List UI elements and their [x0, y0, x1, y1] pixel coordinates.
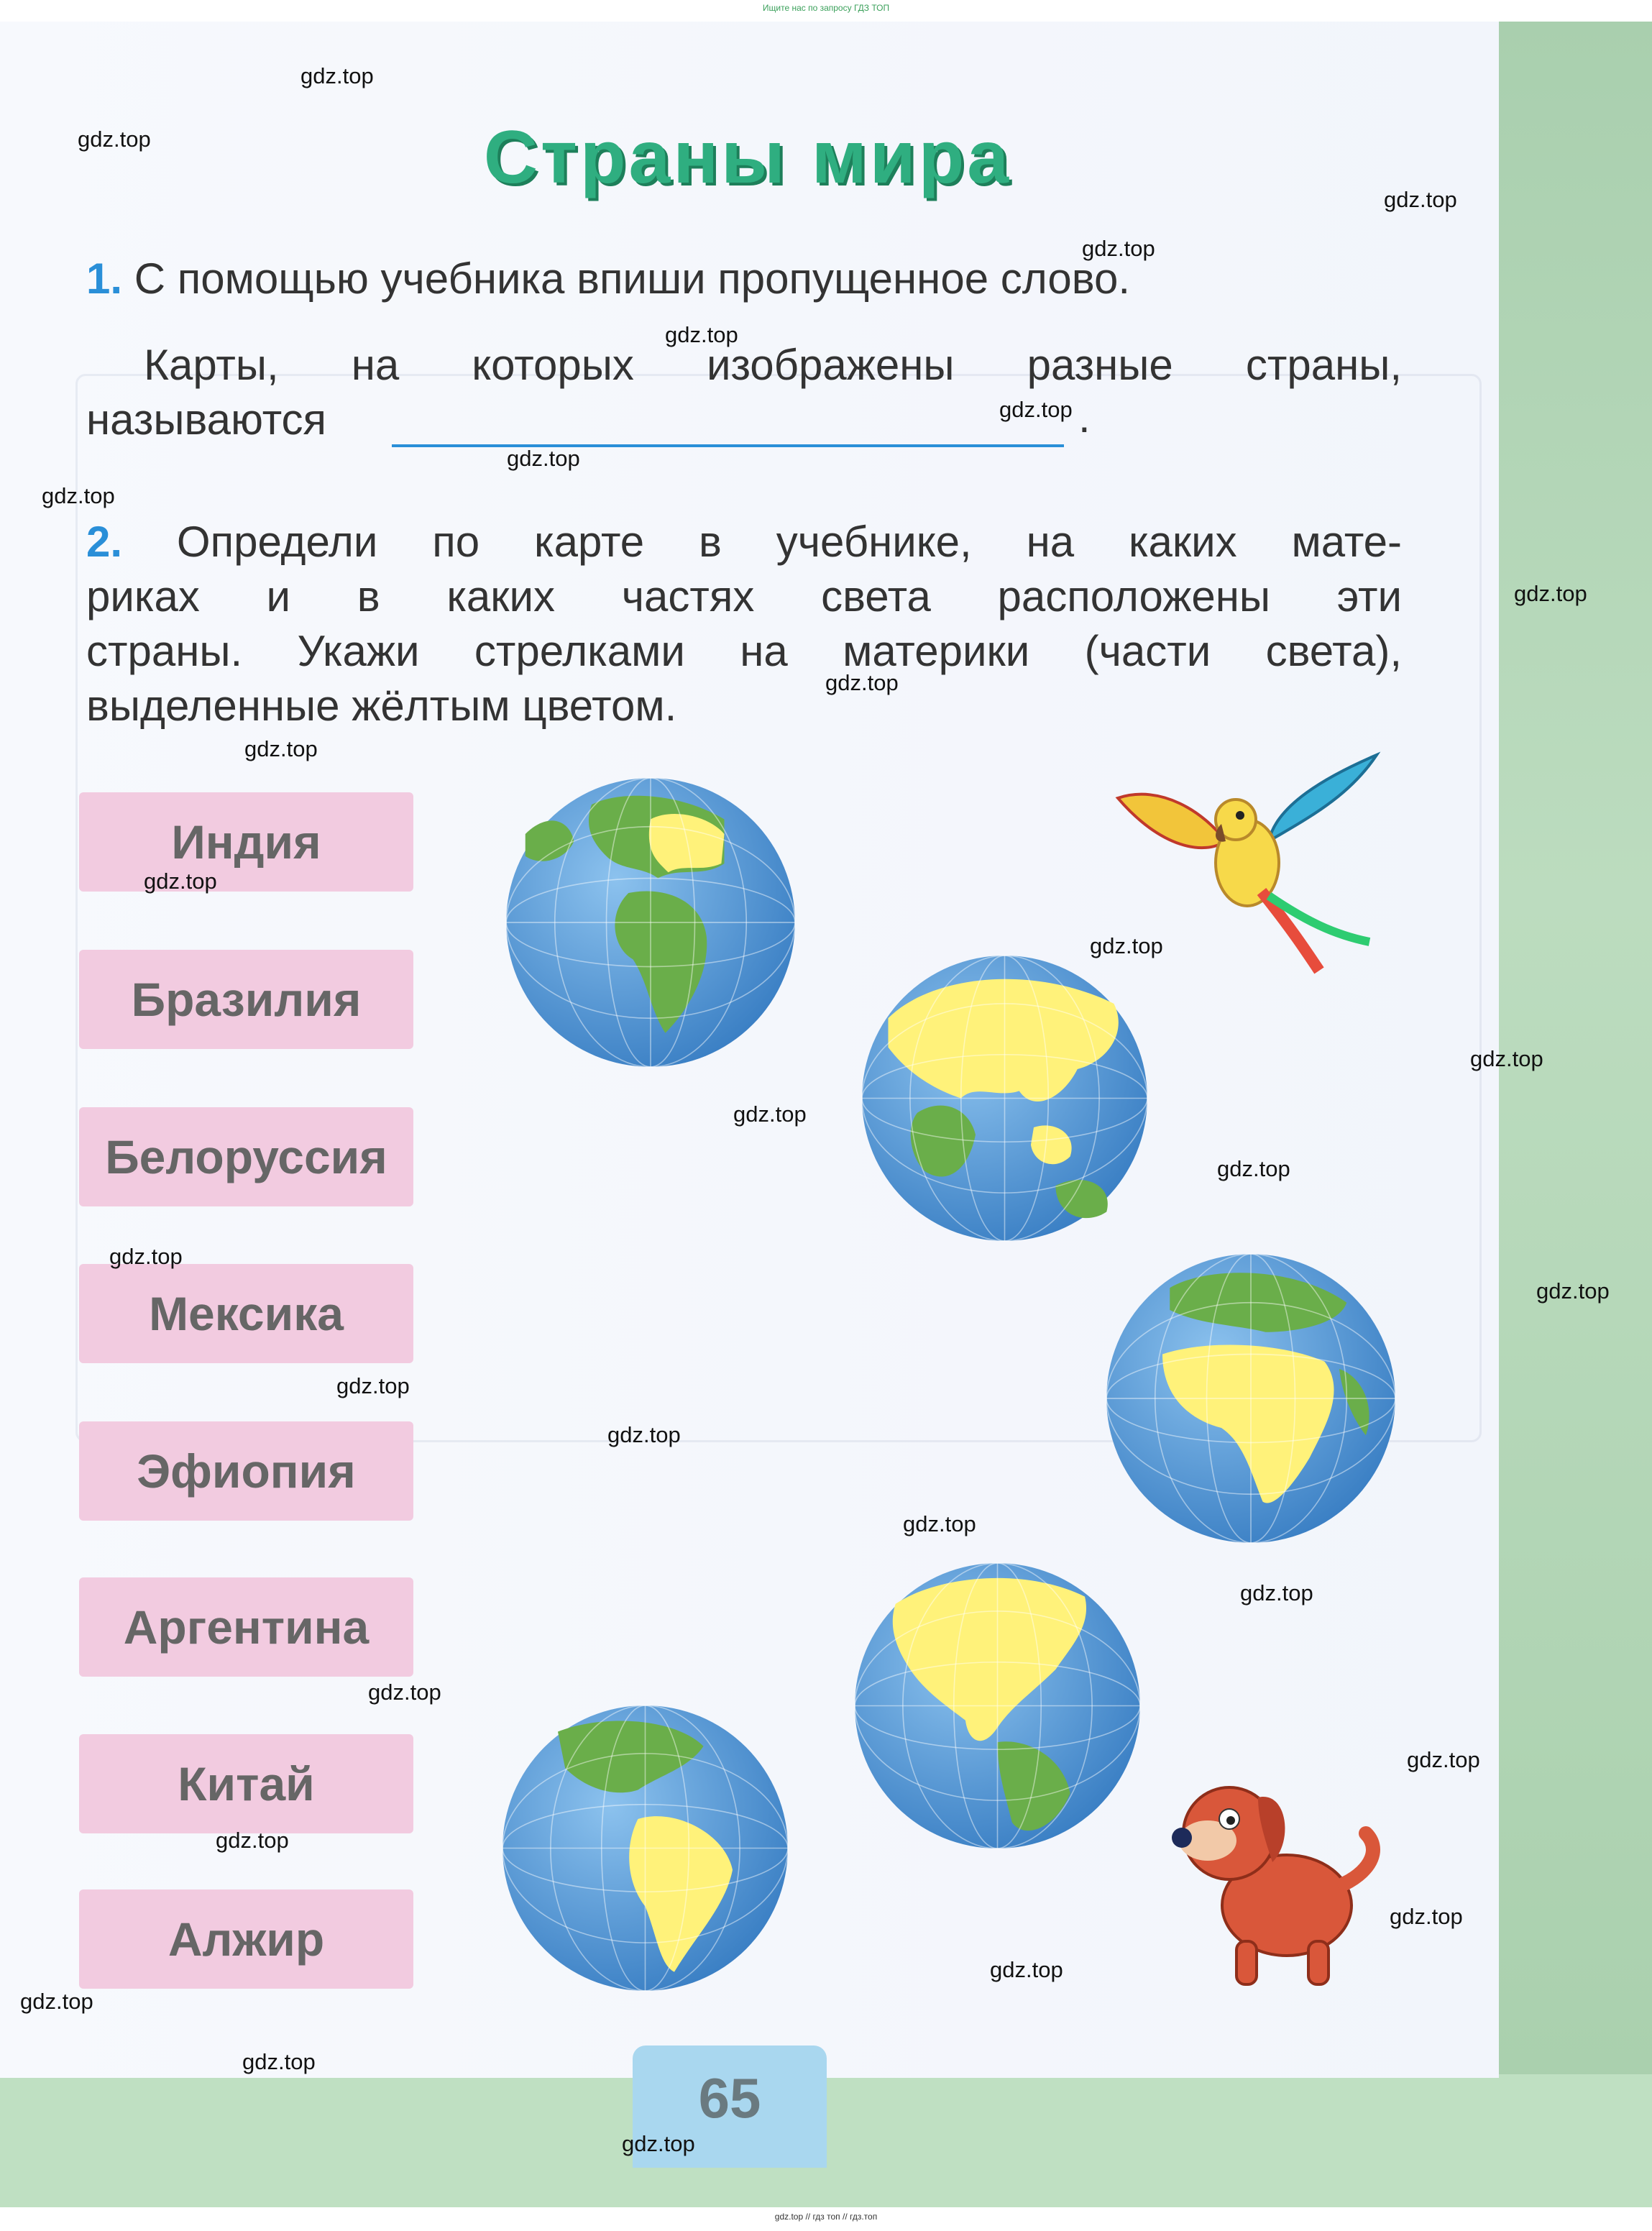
watermark: gdz.top: [78, 127, 151, 152]
watermark: gdz.top: [507, 446, 580, 471]
watermark: gdz.top: [1470, 1046, 1543, 1071]
country-label-china[interactable]: Китай: [79, 1734, 413, 1833]
watermark: gdz.top: [1407, 1747, 1480, 1772]
task2-line2: риках и в каких частях света расположены эти: [86, 572, 1402, 620]
watermark: gdz.top: [825, 670, 899, 695]
watermark: gdz.top: [244, 736, 318, 761]
puppy-illustration-icon: [1150, 1740, 1395, 1999]
watermark: gdz.top: [1082, 236, 1155, 261]
country-label-india[interactable]: Индия: [79, 792, 413, 892]
country-label-ethiopia[interactable]: Эфиопия: [79, 1421, 413, 1521]
globe-europe-icon[interactable]: [503, 775, 798, 1070]
task1-period: .: [1078, 393, 1091, 441]
watermark: gdz.top: [242, 2049, 316, 2074]
page-title: Страны мира: [483, 116, 1012, 199]
globe-africa-icon[interactable]: [1103, 1251, 1398, 1546]
watermark: gdz.top: [990, 1957, 1063, 1982]
header-note: Ищите нас по запросу ГДЗ ТОП: [762, 3, 890, 13]
watermark: gdz.top: [216, 1828, 289, 1853]
watermark: gdz.top: [109, 1244, 183, 1269]
watermark: gdz.top: [1384, 187, 1457, 212]
watermark: gdz.top: [622, 2131, 695, 2156]
watermark: gdz.top: [733, 1101, 807, 1127]
task2-line4: выделенные жёлтым цветом.: [86, 682, 677, 730]
watermark: gdz.top: [1390, 1904, 1463, 1929]
task2-text: [86, 515, 1402, 733]
task1-number: 1.: [86, 255, 123, 303]
watermark: gdz.top: [336, 1373, 410, 1398]
answer-blank-line[interactable]: [392, 444, 1064, 447]
watermark: gdz.top: [665, 322, 738, 347]
footer-note: gdz.top // гдз топ // гдз.топ: [774, 2212, 878, 2222]
task1-instruction-text: С помощью учебника впиши пропущенное слово.: [134, 255, 1131, 303]
country-label-brazil[interactable]: Бразилия: [79, 950, 413, 1049]
watermark: gdz.top: [1240, 1580, 1313, 1605]
watermark: gdz.top: [999, 397, 1073, 422]
country-label-mexico[interactable]: Мексика: [79, 1264, 413, 1363]
task2-line3: страны. Укажи стрелками на материки (части света),: [86, 627, 1402, 675]
watermark: gdz.top: [20, 1989, 93, 2014]
country-label-belarus[interactable]: Белоруссия: [79, 1107, 413, 1206]
globe-south-america-icon[interactable]: [500, 1703, 791, 1994]
watermark: gdz.top: [1090, 933, 1163, 958]
watermark: gdz.top: [1217, 1156, 1290, 1181]
globe-asia-icon[interactable]: [859, 953, 1150, 1244]
country-label-algeria[interactable]: Алжир: [79, 1889, 413, 1989]
country-label-argentina[interactable]: Аргентина: [79, 1577, 413, 1677]
task2-line1: 2. Определи по карте в учебнике, на каких мате-: [86, 518, 1402, 566]
watermark: gdz.top: [368, 1680, 441, 1705]
watermark: gdz.top: [1536, 1278, 1610, 1304]
task1-sentence-line2: называются: [86, 395, 327, 444]
watermark: gdz.top: [144, 869, 217, 894]
task2-number: 2.: [86, 518, 123, 566]
task1-instruction: [86, 252, 1402, 306]
watermark: gdz.top: [42, 483, 115, 508]
globe-north-america-icon[interactable]: [852, 1560, 1143, 1851]
watermark: gdz.top: [1514, 581, 1587, 606]
task1-sentence-line1: Карты, на которых изображены разные страны,: [144, 341, 1402, 389]
watermark: gdz.top: [607, 1422, 681, 1447]
page-edge-green: [1495, 22, 1652, 2207]
watermark: gdz.top: [300, 63, 374, 88]
watermark: gdz.top: [903, 1511, 976, 1536]
page-number: 65: [698, 2066, 761, 2130]
